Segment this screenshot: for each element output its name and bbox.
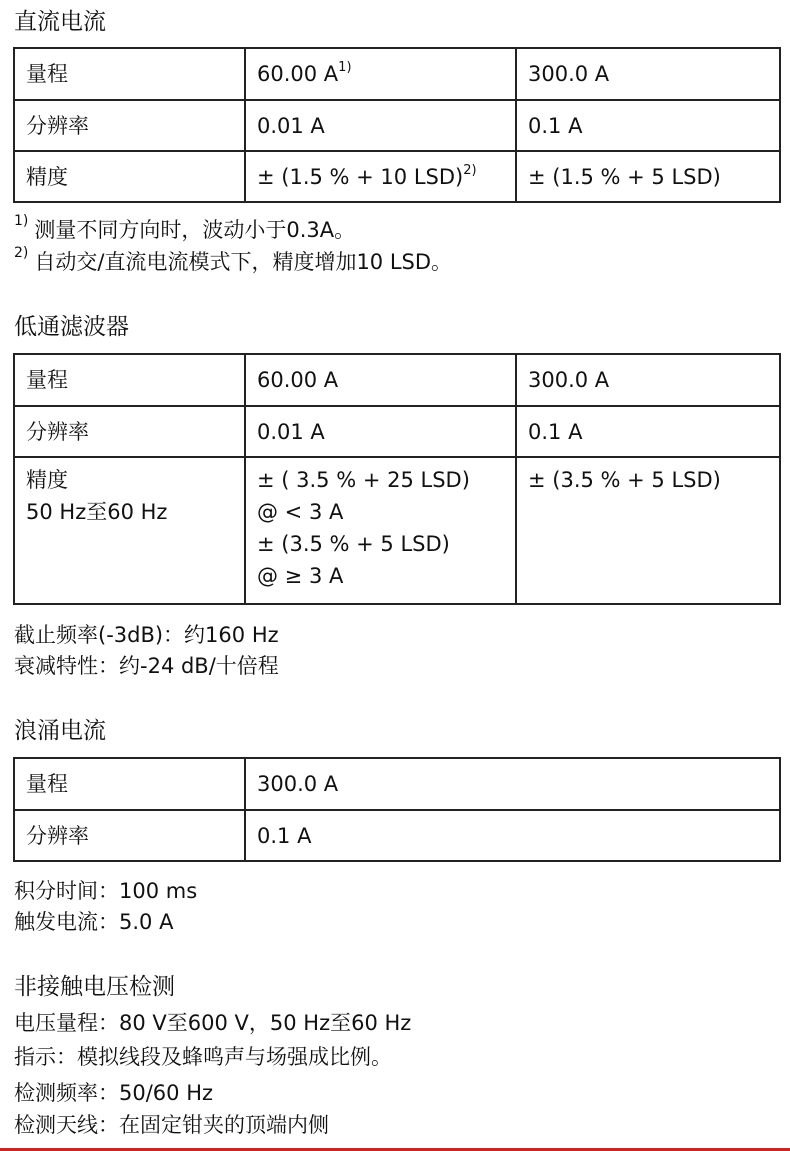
- non-contact-heading: 非接触电压检测: [14, 974, 175, 1000]
- table-row: [14, 151, 780, 202]
- range-value: 60.00 A: [245, 354, 516, 406]
- footnote-text: 自动交/直流电流模式下，精度增加10 LSD。: [34, 250, 453, 274]
- inrush-heading: 浪涌电流: [14, 718, 106, 744]
- resolution-value: 0.01 A: [245, 100, 516, 151]
- range-value-2: 300.0 A: [516, 354, 780, 406]
- resolution-value: 0.1 A: [245, 810, 780, 861]
- dc-current-table: [13, 47, 781, 203]
- accuracy-line: ± ( 3.5 % + 25 LSD): [257, 468, 470, 492]
- table-row: [14, 758, 780, 810]
- footnote-ref-2: 2): [463, 162, 477, 178]
- footnote-1: [14, 215, 355, 246]
- accuracy-line: @ < 3 A: [257, 500, 344, 524]
- row-label: 分辨率: [14, 100, 245, 151]
- accuracy-value: ± (1.5 % + 10 LSD): [257, 164, 464, 189]
- row-label: 精度: [14, 151, 245, 202]
- cutoff-frequency-note: 截止频率(-3dB)：约160 Hz: [14, 623, 279, 647]
- table-row: [14, 48, 780, 100]
- accuracy-value-2: ± (1.5 % + 5 LSD): [516, 151, 780, 202]
- table-row: [14, 457, 780, 604]
- footnote-mark: 2): [14, 245, 29, 261]
- indication-note: 指示：模拟线段及蜂鸣声与场强成比例。: [14, 1045, 392, 1069]
- table-row: [14, 810, 780, 861]
- low-pass-heading: 低通滤波器: [14, 314, 129, 340]
- accuracy-value-2: ± (3.5 % + 5 LSD): [516, 457, 780, 604]
- row-label: 量程: [14, 758, 245, 810]
- accuracy-value-cell: [245, 457, 516, 604]
- voltage-range-note: 电压量程：80 V至600 V，50 Hz至60 Hz: [14, 1011, 412, 1035]
- attenuation-note: 衰减特性：约-24 dB/十倍程: [14, 654, 279, 678]
- row-label: 量程: [14, 48, 245, 100]
- row-label: 量程: [14, 354, 245, 406]
- detection-frequency-note: 检测频率：50/60 Hz: [14, 1081, 214, 1105]
- table-row: [14, 354, 780, 406]
- footnote-2: [14, 247, 452, 278]
- resolution-value-2: 0.1 A: [516, 406, 780, 457]
- resolution-value-2: 0.1 A: [516, 100, 780, 151]
- dc-current-heading: 直流电流: [14, 9, 106, 35]
- accuracy-label-cell: [14, 457, 245, 604]
- accuracy-frequency: 50 Hz至60 Hz: [26, 500, 168, 524]
- accuracy-line: ± (3.5 % + 5 LSD): [257, 532, 450, 556]
- table-row: [14, 100, 780, 151]
- range-value: 60.00 A: [257, 62, 339, 86]
- resolution-value: 0.01 A: [245, 406, 516, 457]
- accuracy-line: @ ≥ 3 A: [257, 564, 344, 588]
- detection-antenna-note: 检测天线：在固定钳夹的顶端内侧: [14, 1113, 329, 1137]
- footnote-text: 测量不同方向时，波动小于0.3A。: [34, 218, 356, 242]
- range-value-cell: [245, 48, 516, 100]
- integration-time-note: 积分时间：100 ms: [14, 879, 198, 903]
- low-pass-table: [13, 353, 781, 605]
- row-label: 分辨率: [14, 406, 245, 457]
- range-value: 300.0 A: [245, 758, 780, 810]
- accuracy-label: 精度: [26, 468, 68, 492]
- inrush-table: [13, 757, 781, 862]
- row-label: 分辨率: [14, 810, 245, 861]
- trigger-current-note: 触发电流：5.0 A: [14, 910, 174, 934]
- footnote-ref-1: 1): [338, 60, 352, 75]
- accuracy-value-cell: [245, 151, 516, 202]
- footnote-mark: 1): [14, 213, 29, 229]
- range-value-2: 300.0 A: [516, 48, 780, 100]
- table-row: [14, 406, 780, 457]
